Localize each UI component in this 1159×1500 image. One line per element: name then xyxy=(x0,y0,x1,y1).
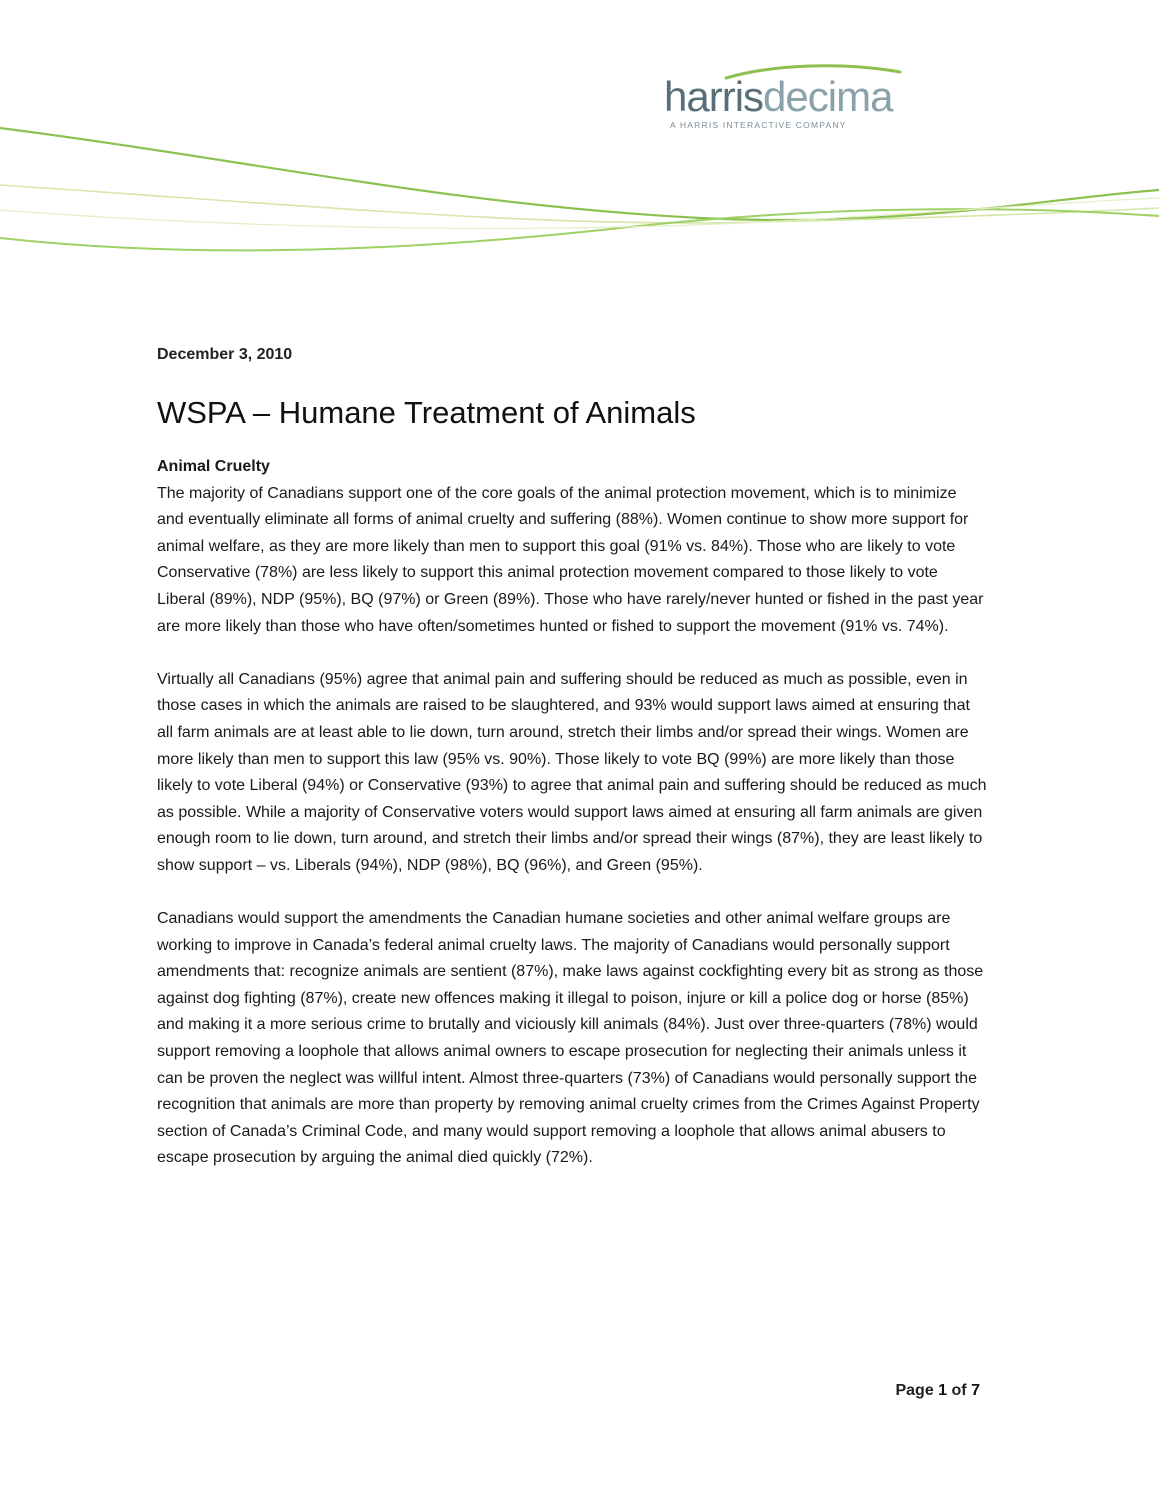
wave-line-top xyxy=(0,128,1159,220)
wave-line-middle xyxy=(0,185,1159,223)
page-total: 7 xyxy=(971,1382,980,1399)
logo-word-decima: decima xyxy=(763,73,893,120)
harrisdecima-logo xyxy=(664,62,904,138)
logo-wordmark xyxy=(664,74,892,120)
document-body xyxy=(157,340,987,1172)
page-label: Page xyxy=(895,1382,934,1399)
page-number xyxy=(895,1382,980,1400)
logo-word-harris: harris xyxy=(664,73,764,120)
document-title: WSPA – Humane Treatment of Animals xyxy=(157,395,696,430)
body-paragraph: Canadians would support the amendments the Canadian humane societies and other animal welfare groups are working to improve in Canada’s federal animal cruelty laws. The majority of Canadians would personally support amendments that: recognize animals are sentient (87%), make laws against cockfighting every bit as strong as those against dog fighting (87%), create new offences making it illegal to poison, injure or kill a police dog or horse (85%) and making it a more serious crime to brutally and viciously kill animals (84%). Just over three-quarters (78%) would support removing a loophole that allows animal owners to escape prosecution for neglecting their animals unless it can be proven the neglect was willful intent. Almost three-quarters (73%) of Canadians would personally support the recognition that animals are more than property by removing animal cruelty crimes from the Crimes Against Property section of Canada’s Criminal Code, and many would support removing a loophole that allows animal abusers to escape prosecution by arguing the animal died quickly (72%). xyxy=(157,910,984,1167)
logo-tagline: A HARRIS INTERACTIVE COMPANY xyxy=(670,120,847,130)
body-paragraph: Virtually all Canadians (95%) agree that animal pain and suffering should be reduced as much as possible, even in those cases in which the animals are raised to be slaughtered, and 93% would support laws aimed at ensuring that all farm animals are at least able to lie down, turn around, stretch their limbs and/or spread their wings. Women are more likely than men to support this law (95% vs. 90%). Those likely to vote BQ (99%) are more likely than those likely to vote Liberal (94%) or Conservative (93%) to agree that animal pain and suffering should be reduced as much as possible. While a majority of Conservative voters would support laws aimed at ensuring all farm animals are given enough room to lie down, turn around, and stretch their limbs and/or spread their wings (87%), they are least likely to show support – vs. Liberals (94%), NDP (98%), BQ (96%), and Green (95%). xyxy=(157,670,987,874)
page-current: 1 xyxy=(938,1382,948,1399)
section-heading: Animal Cruelty xyxy=(157,458,270,475)
body-paragraph: The majority of Canadians support one of the core goals of the animal protection movement, which is to minimize and eventually eliminate all forms of animal cruelty and suffering (88%). Women continue to show more support for animal welfare, as they are more likely than men to support this goal (91% vs. 84%). Those who are likely to vote Conservative (78%) are less likely to support this animal protection movement compared to those likely to vote Liberal (89%), NDP (95%), BQ (97%) or Green (89%). Those who have rarely/never hunted or fished in the past year are more likely than those who have often/sometimes hunted or fished to support the movement (91% vs. 74%). xyxy=(157,484,984,635)
header-wave-decoration xyxy=(0,110,1159,280)
wave-line-faint xyxy=(0,198,1159,228)
page-of-label: of xyxy=(951,1382,967,1399)
document-date: December 3, 2010 xyxy=(157,346,293,363)
